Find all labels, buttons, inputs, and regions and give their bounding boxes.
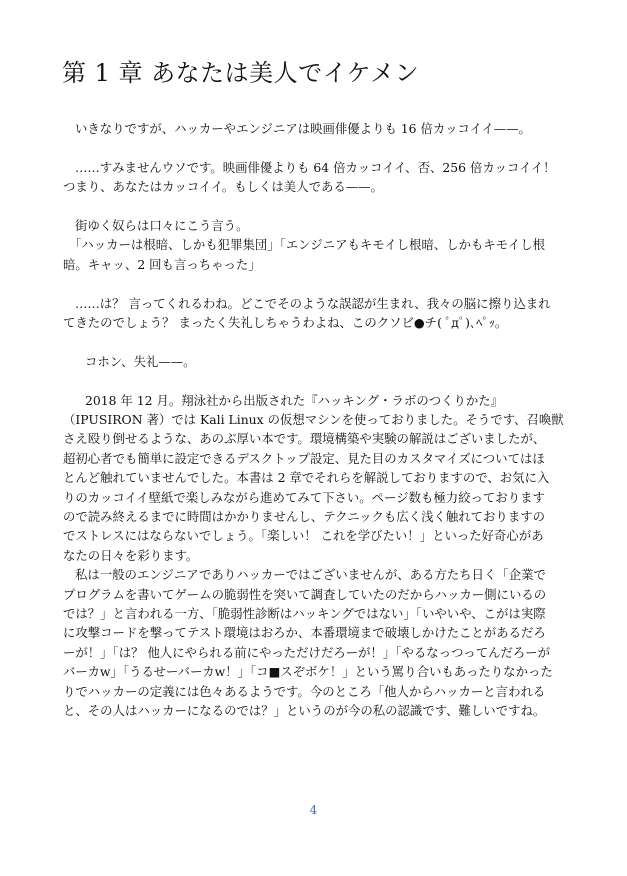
paragraph-line: りのカッコイイ壁紙で楽しみながら進めてみて下さい。ページ数も極力絞っております	[63, 489, 545, 505]
paragraph-line: とんど触れていませんでした。本書は 2 章でそれらを解説しておりますので、お気に入	[63, 470, 550, 486]
paragraph-line: 2018 年 12 月。翔泳社から出版された『ハッキング・ラボのつくりかた』	[85, 392, 504, 408]
paragraph-line: コホン、失礼——。	[85, 353, 196, 369]
paragraph-line: では？」と言われる一方、「脆弱性診断はハッキングではない」「いやいや、こがは実際	[63, 606, 546, 622]
paragraph-line: りでハッカーの定義には色々あるようです。今のところ「他人からハッカーと言われる	[63, 683, 546, 699]
paragraph-line: （IPUSIRON 著）では Kali Linux の仮想マシンを使っておりました。そうです、召喚獣	[63, 412, 564, 428]
paragraph-line: 超初心者でも簡単に設定できるデスクトップ設定、見た目のカスタマイズについてはほ	[63, 450, 545, 466]
paragraph-line: に攻撃コードを撃ってテスト環境はおろか、本番環境まで破壊しかけたことがあるだろ	[63, 625, 546, 641]
body-text	[63, 119, 568, 721]
paragraph-line: ……すみませんウソです。映画俳優よりも 64 倍カッコイイ、否、256 倍カッコイイ！	[75, 159, 556, 175]
paragraph-line: 街ゆく奴らは口々にこう言う。	[75, 218, 249, 233]
paragraph-line: ーが！」「は？ 他人にやられる前にやっただけだろーが！」「やるなっつってんだろーが	[63, 644, 551, 660]
paragraph-line: てきたのでしょう？ まったく失礼しちゃうわよね、このクソビ●チ( ﾟдﾟ)､ﾍﾟｯ。	[63, 315, 508, 331]
paragraph-line: 暗。キャッ、2 回も言っちゃった」	[63, 256, 261, 272]
paragraph-line: プログラムを書いてゲームの脆弱性を突いて調査していたのだからハッカー側にいるの	[63, 586, 547, 602]
paragraph-line: いきなりですが、ハッカーやエンジニアは映画俳優よりも 16 倍カッコイイ——。	[75, 121, 531, 136]
paragraph-line: バーカw」「うるせーバーカw！」「コ■スぞボケ！」という罵り合いもあったりなかった	[63, 664, 553, 680]
paragraph-line: でストレスにはならないでしょう。「楽しい！ これを学びたい！」といった好奇心があ	[63, 528, 544, 544]
paragraph-line: さえ殴り倒せるような、あのぶ厚い本です。環境構築や実験の解説はございましたが、	[63, 431, 546, 447]
page-number: 4	[309, 803, 318, 817]
paragraph-line: 私は一般のエンジニアでありハッカーではございませんが、ある方たち日く「企業で	[75, 567, 546, 583]
chapter-title: 第 1 章 あなたは美人でイケメン	[62, 59, 420, 87]
paragraph-line: 「ハッカーは根暗、しかも犯罪集団」「エンジニアもキモイし根暗、しかもキモイし根	[69, 237, 545, 253]
paragraph-line: なたの日々を彩ります。	[63, 547, 199, 563]
paragraph-line: と、その人はハッカーになるのでは？」というのが今の私の認識です、難しいですね。	[63, 703, 546, 719]
paragraph-line: ……は？ 言ってくれるわね。どこでそのような誤認が生まれ、我々の脳に擦り込まれ	[75, 295, 551, 311]
paragraph-line: ので読み終えるまでに時間はかかりませんし、テクニックも広く浅く触れておりますの	[63, 509, 545, 525]
paragraph-line: つまり、あなたはカッコイイ。もしくは美人である——。	[63, 179, 383, 195]
